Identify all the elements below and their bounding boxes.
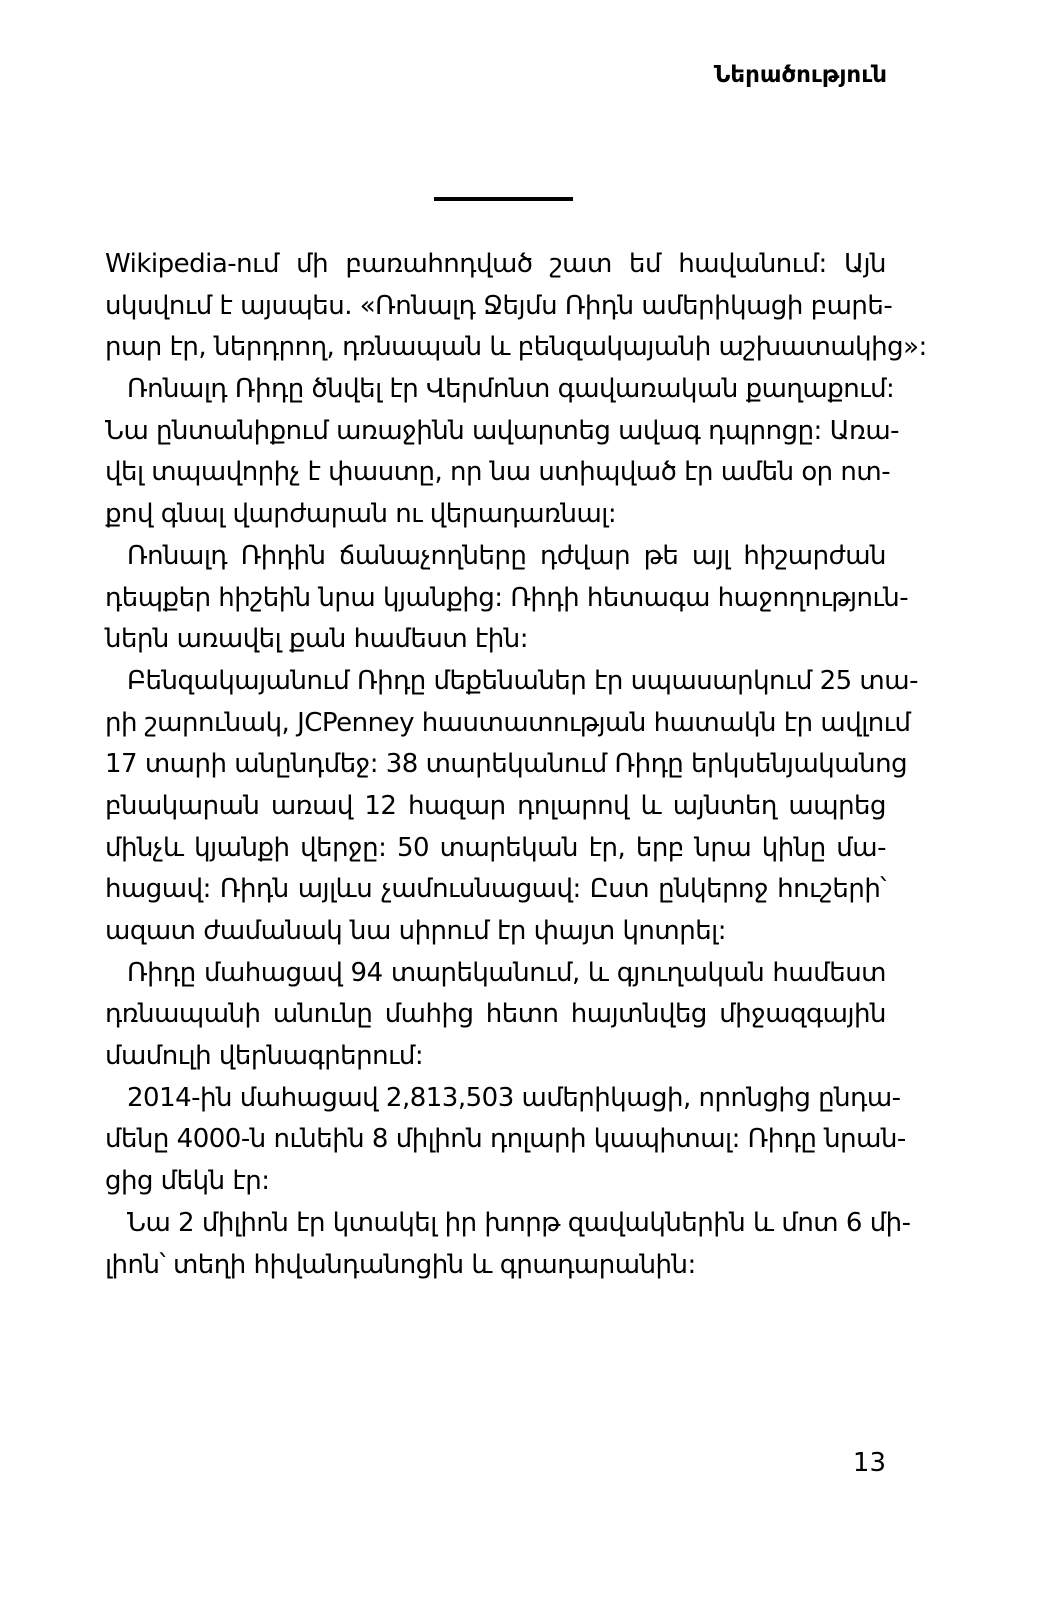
paragraph bbox=[105, 1203, 911, 1286]
text-line: Նա 2 միլիոն էր կտակել իր խորթ զավակներին և մոտ 6 մի- bbox=[127, 1207, 911, 1238]
text-line: մամուլի վերնագրերում: bbox=[105, 1041, 424, 1072]
running-header: Ներածություն bbox=[713, 62, 887, 88]
text-line: բնակարան առավ 12 հազար դոլարով և այնտեղ ապրեց bbox=[105, 790, 886, 821]
text-line: սկսվում է այսպես. «Ռոնալդ Ջեյմս Ռիդն ամերիկացի բարե- bbox=[105, 290, 893, 321]
text-line: դեպքեր հիշեին նրա կյանքից: Ռիդի հետագա հաջողություն- bbox=[105, 582, 909, 613]
paragraph bbox=[105, 536, 909, 661]
text-line: մինչև կյանքի վերջը: 50 տարեկան էր, երբ նրա կինը մա- bbox=[105, 832, 886, 863]
text-line: Ռոնալդ Ռիդին ճանաչողները դժվար թե այլ հիշարժան bbox=[127, 540, 886, 571]
text-line: հացավ: Ռիդն այլևս չամուսնացավ: Ըստ ընկերոջ հուշերի՝ bbox=[105, 874, 886, 905]
text-line: ազատ ժամանակ նա սիրում էր փայտ կոտրել: bbox=[105, 916, 726, 946]
section-divider-rule bbox=[434, 197, 573, 201]
body-text bbox=[105, 244, 927, 1286]
text-line: րի շարունակ, JCPenney հաստատության հատակն էր ավլում bbox=[105, 707, 911, 738]
text-line: Բենզակայանում Ռիդը մեքենաներ էր սպասարկում 25 տա- bbox=[127, 665, 918, 696]
text-line: մենը 4000-ն ունեին 8 միլիոն դոլարի կապիտալ: Ռիդը նրան- bbox=[105, 1124, 906, 1155]
text-line: Wikipedia-ում մի բառահոդված շատ եմ հավանում: Այն bbox=[105, 249, 886, 279]
paragraph bbox=[105, 1078, 906, 1203]
text-line: Ռոնալդ Ռիդը ծնվել էր Վերմոնտ գավառական քաղաքում: bbox=[127, 374, 895, 405]
text-line: րար էր, ներդրող, դռնապան և բենզակայանի աշխատակից»: bbox=[105, 332, 927, 363]
text-line: Ռիդը մահացավ 94 տարեկանում, և գյուղական համեստ bbox=[127, 957, 886, 988]
text-line: վել տպավորիչ է փաստը, որ նա ստիպված էր ամեն օր ոտ- bbox=[105, 457, 891, 488]
page-number: 13 bbox=[852, 1448, 886, 1478]
text-line: ցից մեկն էր: bbox=[105, 1166, 270, 1197]
text-line: 2014-ին մահացավ 2,813,503 ամերիկացի, որոնցից ընդա- bbox=[127, 1082, 901, 1113]
paragraph bbox=[105, 369, 900, 536]
paragraph bbox=[105, 953, 886, 1078]
paragraph bbox=[105, 661, 918, 953]
text-line: դռնապանի անունը մահից հետո հայտնվեց միջազգային bbox=[105, 999, 886, 1030]
text-line: 17 տարի անընդմեջ: 38 տարեկանում Ռիդը երկսենյականոց bbox=[105, 749, 908, 780]
text-line: ներն առավել քան համեստ էին: bbox=[105, 624, 529, 655]
paragraph bbox=[105, 244, 927, 369]
text-line: Նա ընտանիքում առաջինն ավարտեց ավագ դպրոցը: Առա- bbox=[105, 415, 900, 446]
text-line: քով գնալ վարժարան ու վերադառնալ: bbox=[105, 499, 617, 530]
text-line: լիոն՝ տեղի հիվանդանոցին և գրադարանին: bbox=[105, 1249, 696, 1280]
